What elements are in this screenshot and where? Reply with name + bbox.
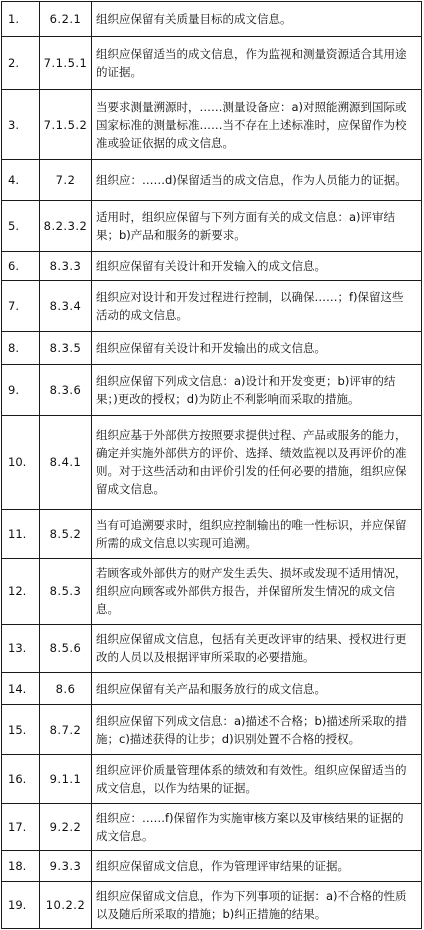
requirement-text-cell: 若顾客或外部供方的财产发生丢失、损坏或发现不适用情况，组织应向顾客或外部供方报告，并保留所发生情况的成文信息。 bbox=[92, 558, 422, 624]
table-row bbox=[2, 201, 422, 252]
clause-number-cell: 8.3.6 bbox=[40, 364, 92, 415]
requirement-text-cell: 组织应基于外部供方按照要求提供过程、产品或服务的能力，确定并实施外部供方的评价、选择、绩效监视以及再评价的准则。对于这些活动和由评价引发的任何必要的措施，组织应保留成文信息。 bbox=[92, 415, 422, 509]
requirement-text-cell: 当有可追溯要求时，组织应控制输出的唯一性标识，并应保留所需的成文信息以实现可追溯。 bbox=[92, 510, 422, 559]
table-row bbox=[2, 331, 422, 364]
row-number-cell: 3. bbox=[2, 90, 40, 160]
requirement-text-cell: 组织应保留下列成文信息：a)设计和开发变更；b)评审的结果；)更改的授权；d)为防止不利影响而采取的措施。 bbox=[92, 364, 422, 415]
row-number-cell: 13. bbox=[2, 624, 40, 673]
row-number-cell: 16. bbox=[2, 754, 40, 803]
row-number-cell: 14. bbox=[2, 673, 40, 705]
clause-number-cell: 8.3.5 bbox=[40, 331, 92, 364]
row-number-cell: 9. bbox=[2, 364, 40, 415]
row-number-cell: 11. bbox=[2, 510, 40, 559]
table-row bbox=[2, 558, 422, 624]
clause-number-cell: 9.3.3 bbox=[40, 851, 92, 882]
clause-number-cell: 8.3.3 bbox=[40, 252, 92, 281]
table-row bbox=[2, 415, 422, 509]
requirement-text-cell: 组织应保留有关设计和开发输出的成文信息。 bbox=[92, 331, 422, 364]
clause-number-cell: 8.2.3.2 bbox=[40, 201, 92, 252]
table-row bbox=[2, 37, 422, 90]
row-number-cell: 2. bbox=[2, 37, 40, 90]
row-number-cell: 6. bbox=[2, 252, 40, 281]
table-row bbox=[2, 851, 422, 882]
table-row bbox=[2, 624, 422, 673]
table-row bbox=[2, 673, 422, 705]
requirement-text-cell: 组织应保留有关质量目标的成文信息。 bbox=[92, 2, 422, 37]
requirement-text-cell: 组织应保留成文信息，作为管理评审结果的证据。 bbox=[92, 851, 422, 882]
table-row bbox=[2, 754, 422, 803]
requirement-text-cell: 适用时，组织应保留与下列方面有关的成文信息：a)评审结果；b)产品和服务的新要求。 bbox=[92, 201, 422, 252]
requirement-text-cell: 组织应：……d)保留适当的成文信息，作为人员能力的证据。 bbox=[92, 160, 422, 201]
row-number-cell: 7. bbox=[2, 280, 40, 331]
table-row bbox=[2, 364, 422, 415]
records-table bbox=[1, 1, 422, 929]
clause-number-cell: 8.4.1 bbox=[40, 415, 92, 509]
row-number-cell: 8. bbox=[2, 331, 40, 364]
clause-number-cell: 7.1.5.2 bbox=[40, 90, 92, 160]
requirement-text-cell: 组织应对设计和开发过程进行控制，以确保……；f)保留这些活动的成文信息。 bbox=[92, 280, 422, 331]
requirement-text-cell: 组织应保留下列成文信息：a)描述不合格；b)描述所采取的措施；c)描述获得的让步；d)识别处置不合格的授权。 bbox=[92, 705, 422, 755]
row-number-cell: 18. bbox=[2, 851, 40, 882]
requirement-text-cell: 组织应评价质量管理体系的绩效和有效性。组织应保留适当的成文信息，以作为结果的证据。 bbox=[92, 754, 422, 803]
requirement-text-cell: 组织应保留有关设计和开发输入的成文信息。 bbox=[92, 252, 422, 281]
clause-number-cell: 8.5.6 bbox=[40, 624, 92, 673]
requirement-text-cell: 组织应保留适当的成文信息，作为监视和测量资源适合其用途的证据。 bbox=[92, 37, 422, 90]
requirement-text-cell: 组织应保留成文信息，包括有关更改评审的结果、授权进行更改的人员以及根据评审所采取的必要措施。 bbox=[92, 624, 422, 673]
requirement-text-cell: 组织应：……f)保留作为实施审核方案以及审核结果的证据的成文信息。 bbox=[92, 803, 422, 851]
clause-number-cell: 8.3.4 bbox=[40, 280, 92, 331]
row-number-cell: 19. bbox=[2, 882, 40, 929]
records-table-body bbox=[2, 2, 422, 929]
table-row bbox=[2, 803, 422, 851]
row-number-cell: 15. bbox=[2, 705, 40, 755]
table-row bbox=[2, 90, 422, 160]
row-number-cell: 10. bbox=[2, 415, 40, 509]
requirement-text-cell: 组织应保留成文信息，作为下列事项的证据：a)不合格的性质以及随后所采取的措施；b)纠正措施的结果。 bbox=[92, 882, 422, 929]
row-number-cell: 12. bbox=[2, 558, 40, 624]
requirement-text-cell: 组织应保留有关产品和服务放行的成文信息。 bbox=[92, 673, 422, 705]
table-row bbox=[2, 280, 422, 331]
row-number-cell: 4. bbox=[2, 160, 40, 201]
clause-number-cell: 10.2.2 bbox=[40, 882, 92, 929]
clause-number-cell: 9.2.2 bbox=[40, 803, 92, 851]
clause-number-cell: 8.5.2 bbox=[40, 510, 92, 559]
requirement-text-cell: 当要求测量溯源时，……测量设备应：a)对照能溯源到国际或国家标准的测量标准……当不存在上述标准时，应保留作为校准或验证依据的成文信息。 bbox=[92, 90, 422, 160]
clause-number-cell: 8.5.3 bbox=[40, 558, 92, 624]
clause-number-cell: 7.2 bbox=[40, 160, 92, 201]
clause-number-cell: 6.2.1 bbox=[40, 2, 92, 37]
table-row bbox=[2, 882, 422, 929]
clause-number-cell: 8.6 bbox=[40, 673, 92, 705]
clause-number-cell: 9.1.1 bbox=[40, 754, 92, 803]
clause-number-cell: 7.1.5.1 bbox=[40, 37, 92, 90]
row-number-cell: 5. bbox=[2, 201, 40, 252]
row-number-cell: 1. bbox=[2, 2, 40, 37]
clause-number-cell: 8.7.2 bbox=[40, 705, 92, 755]
row-number-cell: 17. bbox=[2, 803, 40, 851]
table-row bbox=[2, 2, 422, 37]
table-row bbox=[2, 705, 422, 755]
table-row bbox=[2, 160, 422, 201]
table-row bbox=[2, 510, 422, 559]
table-row bbox=[2, 252, 422, 281]
